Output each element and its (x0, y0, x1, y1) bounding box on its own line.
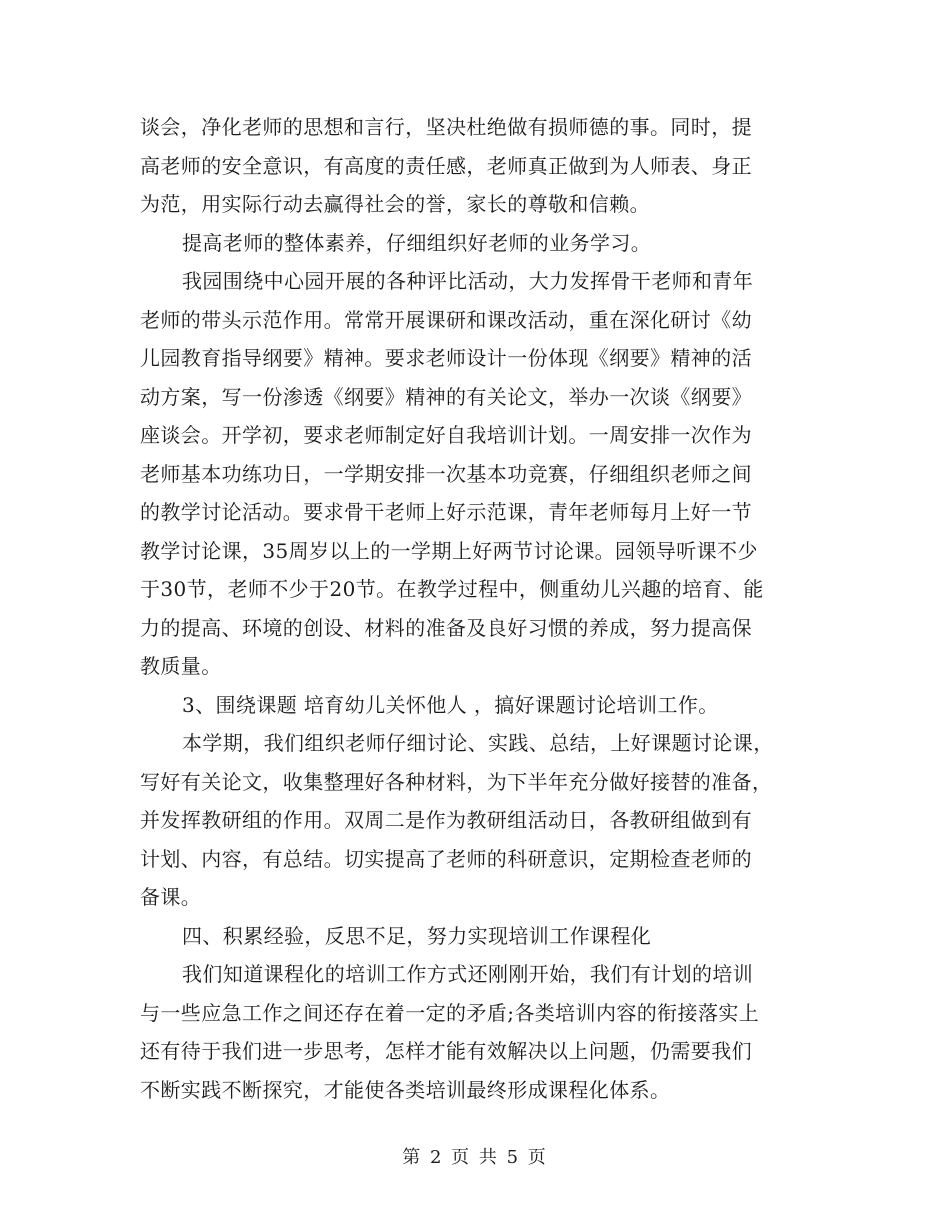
text-line: 并发挥教研组的作用。双周二是作为教研组活动日，各教研组做到有 (140, 808, 752, 832)
paragraph-semester (140, 724, 800, 917)
text-line: 备课。 (140, 885, 202, 909)
text-line: 还有待于我们进一步思考，怎样才能有效解决以上问题，仍需要我们 (140, 1039, 752, 1063)
text-line: 教质量。 (140, 654, 222, 678)
text-line: 于30节，老师不少于20节。在教学过程中，侧重幼儿兴趣的培育、能 (140, 577, 764, 601)
paragraph-final (140, 955, 800, 1109)
text-line: 我园围绕中心园开展的各种评比活动，大力发挥骨干老师和青年 (182, 269, 754, 293)
text-line: 计划、内容，有总结。切实提高了老师的科研意识，定期检查老师的 (140, 846, 752, 871)
paragraph-activities (140, 262, 800, 686)
text-line: 动方案，写一份渗透《纲要》精神的有关论文，举办一次谈《纲要》 (140, 384, 752, 409)
text-line: 与一些应急工作之间还存在着一定的矛盾;各类培训内容的衔接落实上 (140, 1000, 760, 1025)
heading-research-topic: 3、围绕课题 培育幼儿关怀他人 ，搞好课题讨论培训工作。 (182, 692, 719, 717)
text-line: 力的提高、环境的创设、材料的准备及良好习惯的养成，努力提高保 (140, 615, 752, 640)
text-line: 老师基本功练功日，一学期安排一次基本功竞赛，仔细组织老师之间 (140, 461, 752, 486)
text-line: 谈会，净化老师的思想和言行，坚决杜绝做有损师德的事。同时，提 (140, 115, 752, 139)
paragraph-teacher-ethics (140, 108, 800, 224)
document-body (140, 108, 800, 1109)
text-line: 的教学讨论活动。要求骨干老师上好示范课，青年老师每月上好一节 (140, 500, 752, 524)
text-line: 写好有关论文，收集整理好各种材料，为下半年充分做好接替的准备， (140, 769, 773, 794)
text-line: 教学讨论课，35周岁以上的一学期上好两节讨论课。园领导听课不少 (140, 538, 758, 563)
text-line: 为范，用实际行动去赢得社会的誉，家长的尊敬和信赖。 (140, 192, 650, 216)
heading-teacher-quality: 提高老师的整体素养，仔细组织好老师的业务学习。 (182, 230, 652, 255)
text-line: 老师的带头示范作用。常常开展课研和课改活动，重在深化研讨《幼 (140, 307, 752, 332)
heading-section-four: 四、积累经验，反思不足，努力实现培训工作课程化 (182, 923, 652, 948)
text-line: 座谈会。开学初，要求老师制定好自我培训计划。一周安排一次作为 (140, 423, 752, 447)
text-line: 我们知道课程化的培训工作方式还刚刚开始，我们有计划的培训 (182, 962, 754, 986)
page-number-footer: 第 2 页 共 5 页 (402, 1147, 548, 1168)
text-line: 不断实践不断探究，才能使各类培训最终形成课程化体系。 (140, 1077, 671, 1102)
text-line: 本学期，我们组织老师仔细讨论、实践、总结，上好课题讨论课， (182, 731, 774, 755)
text-line: 高老师的安全意识，有高度的责任感，老师真正做到为人师表、身正 (140, 153, 752, 178)
text-line: 儿园教育指导纲要》精神。要求老师设计一份体现《纲要》精神的活 (140, 346, 752, 370)
